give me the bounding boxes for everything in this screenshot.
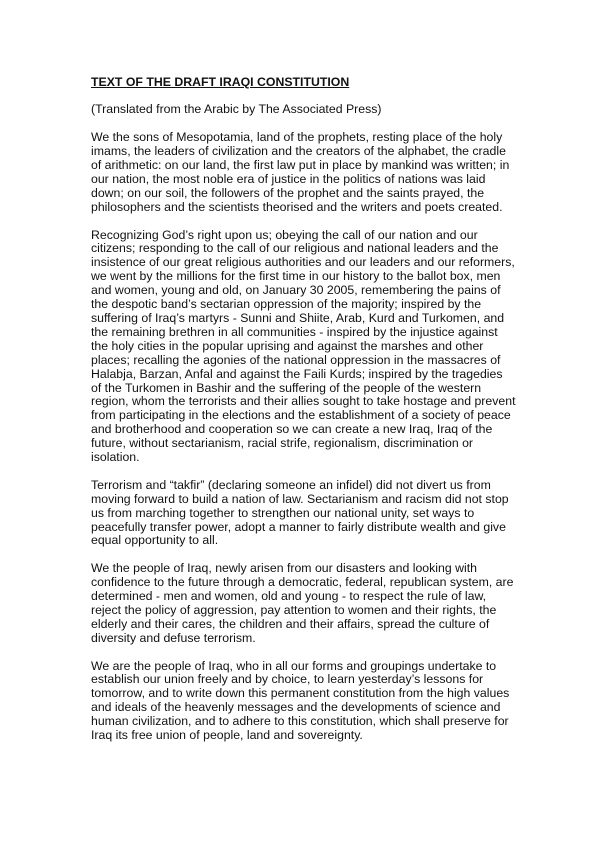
text-line: elderly and their cares, the children and their affairs, spread the culture of xyxy=(91,616,490,631)
text-line: citizens; responding to the call of our religious and national leaders and the xyxy=(91,241,499,256)
text-line: confidence to the future through a democratic, federal, republican system, are xyxy=(91,575,514,590)
text-line: and ideals of the heavenly messages and the developments of science and xyxy=(91,700,501,715)
text-line: places; recalling the agonies of the national oppression in the massacres of xyxy=(91,352,501,367)
text-line: We the people of Iraq, newly arisen from our disasters and looking with xyxy=(91,561,477,576)
paragraph xyxy=(91,660,521,743)
text-line: We are the people of Iraq, who in all our forms and groupings undertake to xyxy=(91,658,497,673)
text-line: future, without sectarianism, racial strife, regionalism, discrimination or xyxy=(91,436,474,451)
document-subtitle: (Translated from the Arabic by The Associated Press) xyxy=(91,102,382,117)
text-line: isolation. xyxy=(91,450,140,465)
text-line: the despotic band’s sectarian oppression of the majority; inspired by the xyxy=(91,297,482,312)
text-line: human civilization, and to adhere to this constitution, which shall preserve for xyxy=(91,714,509,729)
text-line: our nation, the most noble era of justice in the politics of nations was laid xyxy=(91,171,486,186)
text-line: of arithmetic: on our land, the first law put in place by mankind was written; in xyxy=(91,158,510,173)
text-line: imams, the leaders of civilization and the creators of the alphabet, the cradle xyxy=(91,144,506,159)
text-line: from participating in the elections and the establishment of a society of peace xyxy=(91,408,511,423)
text-line: insistence of our great religious authorities and our leaders and our reformers, xyxy=(91,255,515,270)
text-line: and women, young and old, on January 30 2005, remembering the pains of xyxy=(91,283,501,298)
text-line: establish our union freely and by choice, to learn yesterday’s lessons for xyxy=(91,672,484,687)
paragraph xyxy=(91,229,521,465)
text-line: suffering of Iraq’s martyrs - Sunni and Shiite, Arab, Kurd and Turkomen, and xyxy=(91,310,505,325)
paragraph xyxy=(91,479,521,549)
text-line: We the sons of Mesopotamia, land of the prophets, resting place of the holy xyxy=(91,130,503,145)
document-title: TEXT OF THE DRAFT IRAQI CONSTITUTION xyxy=(91,75,350,89)
text-line: region, whom the terrorists and their allies sought to take hostage and prevent xyxy=(91,394,516,409)
text-line: Halabja, Barzan, Anfal and against the Faili Kurds; inspired by the tragedies xyxy=(91,366,503,381)
text-line: the holy cities in the popular uprising and against the marshes and other xyxy=(91,338,484,353)
text-line: we went by the millions for the first time in our history to the ballot box, men xyxy=(91,269,501,284)
text-line: Iraq its free union of people, land and sovereignty. xyxy=(91,728,363,743)
document-body xyxy=(91,131,521,743)
text-line: the remaining brethren in all communities - inspired by the injustice against xyxy=(91,324,498,339)
text-line: peacefully transfer power, adopt a manner to fairly distribute wealth and give xyxy=(91,519,506,534)
text-line: Terrorism and “takfir” (declaring someone an infidel) did not divert us from xyxy=(91,477,491,492)
text-line: diversity and defuse terrorism. xyxy=(91,630,256,645)
text-line: philosophers and the scientists theorised and the writers and poets created. xyxy=(91,199,503,214)
paragraph xyxy=(91,562,521,645)
text-line: us from marching together to strengthen our national unity, set ways to xyxy=(91,505,475,520)
text-line: and brotherhood and cooperation so we can create a new Iraq, Iraq of the xyxy=(91,422,493,437)
text-line: reject the policy of aggression, pay attention to women and their rights, the xyxy=(91,602,497,617)
text-line: determined - men and women, old and young - to respect the rule of law, xyxy=(91,589,487,604)
text-line: of the Turkomen in Bashir and the suffering of the people of the western xyxy=(91,380,482,395)
text-line: equal opportunity to all. xyxy=(91,533,219,548)
text-line: Recognizing God’s right upon us; obeying the call of our nation and our xyxy=(91,227,478,242)
document-page xyxy=(91,76,521,757)
paragraph xyxy=(91,131,521,214)
text-line: down; on our soil, the followers of the prophet and the saints prayed, the xyxy=(91,185,485,200)
text-line: tomorrow, and to write down this permanent constitution from the high values xyxy=(91,686,510,701)
text-line: moving forward to build a nation of law. Sectarianism and racism did not stop xyxy=(91,491,509,506)
